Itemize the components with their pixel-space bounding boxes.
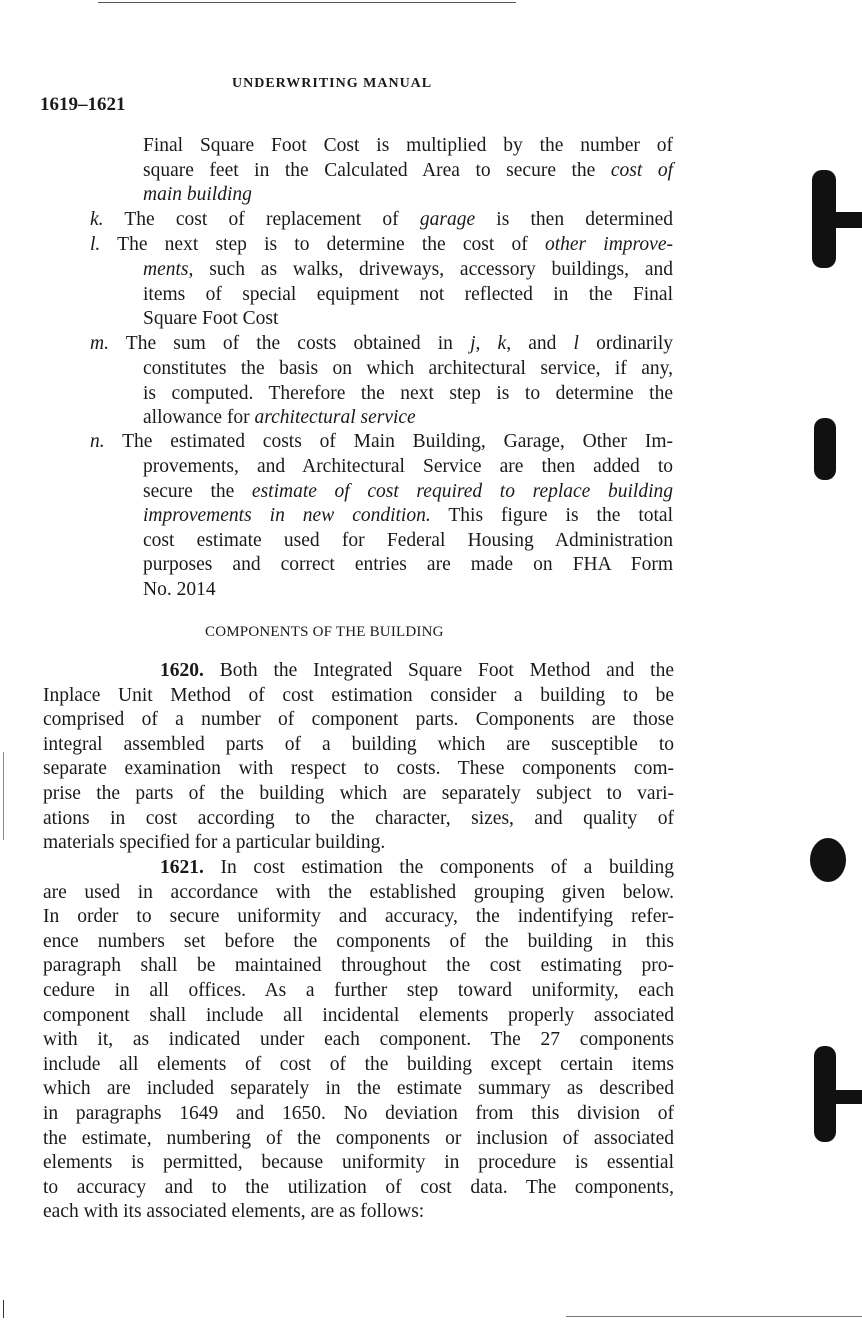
text-line: ence numbers set before the components of the building in this xyxy=(43,930,674,952)
text-line xyxy=(90,208,673,233)
text-run: ordinarily xyxy=(578,333,674,354)
italic-run: ments xyxy=(143,259,189,280)
item-marker: l. xyxy=(90,234,101,255)
page-number: 1619–1621 xyxy=(40,94,126,115)
binding-mark xyxy=(3,752,4,840)
italic-run: l xyxy=(573,333,579,354)
list-item-l-rest xyxy=(143,258,673,332)
item-marker: m. xyxy=(90,333,109,354)
italic-run: j xyxy=(470,333,476,354)
text-line xyxy=(90,430,673,455)
text-run: secure the xyxy=(143,480,252,502)
text-line: purposes and correct entries are made on FHA Form xyxy=(143,554,673,576)
text-line: integral assembled parts of a building which are susceptible to xyxy=(43,733,674,755)
italic-run: other improve- xyxy=(544,234,673,255)
text-line: materials specified for a particular building. xyxy=(43,832,386,854)
text-line: in paragraphs 1649 and 1650. No deviation from this division of xyxy=(43,1102,674,1124)
text-run: The cost of replacement of xyxy=(124,209,420,230)
text-line: each with its associated elements, are as follows: xyxy=(43,1201,425,1223)
text-run: The sum of the costs obtained in xyxy=(125,333,471,354)
paragraph-1621 xyxy=(43,856,674,1225)
text-line: Final Square Foot Cost is multiplied by the number of xyxy=(143,135,673,156)
paragraph-number: 1621. xyxy=(160,857,204,878)
italic-run: main building xyxy=(143,184,252,206)
text-line xyxy=(143,406,673,431)
italic-run: estimate of cost required to replace building xyxy=(251,480,673,502)
text-run: In cost estimation the components of a building xyxy=(203,857,674,878)
running-header: UNDERWRITING MANUAL xyxy=(232,76,433,91)
text-line: include all elements of cost of the building except certain items xyxy=(43,1053,674,1075)
item-marker: k. xyxy=(90,209,104,230)
text-line: provements, and Architectural Service are then added to xyxy=(143,456,673,477)
text-line: elements is permitted, because uniformity in procedure is essential xyxy=(43,1152,674,1174)
text-run: , xyxy=(475,333,498,354)
text-line: with it, as indicated under each component. The 27 components xyxy=(43,1029,674,1051)
text-run: The estimated costs of Main Building, Garage, Other Im- xyxy=(122,431,673,452)
text-line xyxy=(43,659,674,684)
text-line xyxy=(90,233,673,258)
text-line xyxy=(43,856,674,881)
text-line: are used in accordance with the established grouping given below. xyxy=(43,881,674,903)
text-line xyxy=(143,183,673,208)
paragraph-1620 xyxy=(43,659,674,856)
text-line: prise the parts of the building which are separately subject to vari- xyxy=(43,782,674,804)
text-run: square feet in the Calculated Area to secure the xyxy=(143,159,611,181)
text-run: , such as walks, driveways, accessory buildings, and xyxy=(188,259,673,280)
text-line: to accuracy and to the utilization of cost data. The components, xyxy=(43,1176,674,1198)
text-line: constitutes the basis on which architectural service, if any, xyxy=(143,358,673,379)
thumb-tab-middle xyxy=(814,418,836,480)
text-line xyxy=(143,480,673,505)
thumb-tab-bottom-arm xyxy=(830,1090,862,1104)
section-heading: COMPONENTS OF THE BUILDING xyxy=(205,624,444,640)
list-item-n-rest xyxy=(143,455,673,603)
text-line: component shall include all incidental elements properly associated xyxy=(43,1004,674,1026)
list-item-l-first xyxy=(90,233,673,258)
continuation-text xyxy=(143,134,673,208)
italic-run: cost of xyxy=(610,159,673,181)
list-item-n-first xyxy=(90,430,673,455)
list-item-m-first xyxy=(90,332,673,357)
text-line: cedure in all offices. As a further step toward uniformity, each xyxy=(43,979,674,1001)
text-line: ations in cost according to the character, sizes, and quality of xyxy=(43,807,674,829)
text-run: The next step is to determine the cost of xyxy=(117,234,545,255)
top-rule xyxy=(98,2,516,3)
text-line: Square Foot Cost xyxy=(143,308,279,330)
text-line: separate examination with respect to costs. These components com- xyxy=(43,758,674,780)
text-line: paragraph shall be maintained throughout the cost estimating pro- xyxy=(43,955,674,977)
list-item-m-rest xyxy=(143,357,673,431)
text-run: Both the Integrated Square Foot Method and the xyxy=(203,660,674,681)
text-run: allowance for xyxy=(143,407,255,429)
text-line xyxy=(143,258,673,283)
italic-run: architectural service xyxy=(254,407,416,429)
text-line xyxy=(143,504,673,529)
item-marker: n. xyxy=(90,431,105,452)
text-run: , and xyxy=(506,333,574,354)
text-line: comprised of a number of component parts. Components are those xyxy=(43,709,674,731)
text-line: cost estimate used for Federal Housing Administration xyxy=(143,529,673,551)
text-line: the estimate, numbering of the components or inclusion of associated xyxy=(43,1127,674,1149)
text-line xyxy=(90,332,673,357)
binding-mark xyxy=(3,1300,4,1318)
paragraph-number: 1620. xyxy=(160,660,204,681)
italic-run: improvements in new condition. xyxy=(143,505,431,527)
text-line: which are included separately in the estimate summary as described xyxy=(43,1078,674,1100)
text-line: items of special equipment not reflected in the Final xyxy=(143,283,673,305)
italic-run: k xyxy=(497,333,507,354)
text-run: This figure is the total xyxy=(430,505,673,527)
italic-run: garage xyxy=(419,209,476,230)
bottom-rule xyxy=(566,1316,862,1317)
thumb-tab-dot xyxy=(810,838,846,882)
list-item-k xyxy=(90,208,673,233)
text-run: is then determined xyxy=(475,209,673,230)
text-line: is computed. Therefore the next step is to determine the xyxy=(143,382,673,404)
text-line: In order to secure uniformity and accuracy, the indentifying refer- xyxy=(43,906,674,928)
text-line: Inplace Unit Method of cost estimation consider a building to be xyxy=(43,684,674,706)
text-line: No. 2014 xyxy=(143,578,216,600)
thumb-tab-top-arm xyxy=(830,212,862,228)
text-line xyxy=(143,159,673,184)
